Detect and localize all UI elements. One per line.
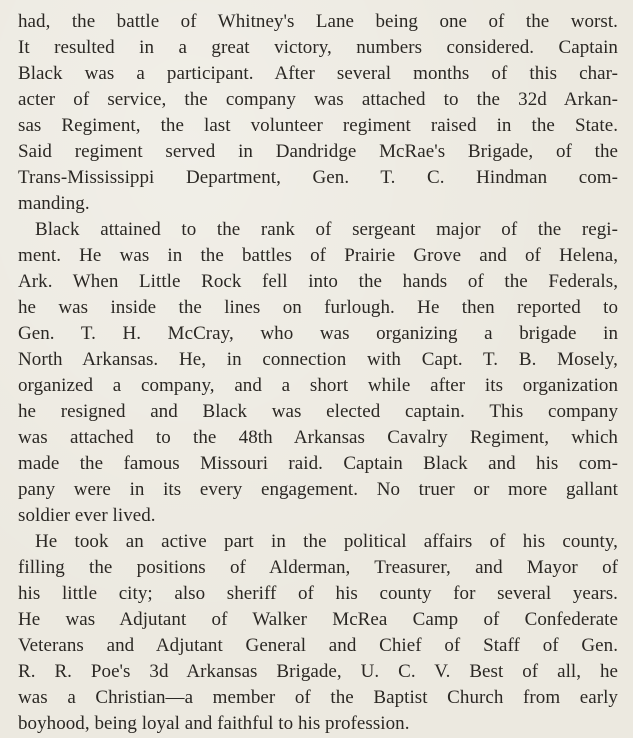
paragraph-3 — [18, 529, 618, 737]
text-line: organized a company, and a short while after its organization — [18, 375, 618, 396]
text-line: made the famous Missouri raid. Captain Black and his com- — [18, 453, 618, 474]
text-line: he resigned and Black was elected captain. This company — [18, 401, 618, 422]
text-line: soldier ever lived. — [18, 505, 156, 526]
text-line: He took an active part in the political affairs of his county, — [35, 531, 618, 552]
text-line: was attached to the 48th Arkansas Cavalry Regiment, which — [18, 427, 618, 448]
text-line: acter of service, the company was attached to the 32d Arkan- — [18, 89, 618, 110]
text-line: Trans-Mississippi Department, Gen. T. C. Hindman com- — [18, 167, 618, 188]
text-line: was a Christian—a member of the Baptist Church from early — [18, 687, 618, 708]
text-line: It resulted in a great victory, numbers considered. Captain — [18, 37, 618, 58]
text-line: manding. — [18, 193, 90, 214]
text-line: Ark. When Little Rock fell into the hands of the Federals, — [18, 271, 618, 292]
text-line: ment. He was in the battles of Prairie Grove and of Helena, — [18, 245, 618, 266]
paragraph-2 — [18, 217, 618, 529]
text-line: he was inside the lines on furlough. He then reported to — [18, 297, 618, 318]
text-line: sas Regiment, the last volunteer regiment raised in the State. — [18, 115, 618, 136]
text-line: Black attained to the rank of sergeant major of the regi- — [35, 219, 618, 240]
text-line: R. R. Poe's 3d Arkansas Brigade, U. C. V. Best of all, he — [18, 661, 618, 682]
paragraph-1 — [18, 9, 618, 217]
text-line: his little city; also sheriff of his county for several years. — [18, 583, 618, 604]
text-line: had, the battle of Whitney's Lane being one of the worst. — [18, 11, 618, 32]
text-line: pany were in its every engagement. No truer or more gallant — [18, 479, 618, 500]
article-body — [18, 9, 618, 737]
text-line: Said regiment served in Dandridge McRae's Brigade, of the — [18, 141, 618, 162]
text-line: Black was a participant. After several months of this char- — [18, 63, 618, 84]
text-line: filling the positions of Alderman, Treasurer, and Mayor of — [18, 557, 618, 578]
text-line: boyhood, being loyal and faithful to his profession. — [18, 713, 410, 734]
text-line: Veterans and Adjutant General and Chief of Staff of Gen. — [18, 635, 618, 656]
text-line: Gen. T. H. McCray, who was organizing a brigade in — [18, 323, 618, 344]
text-line: North Arkansas. He, in connection with Capt. T. B. Mosely, — [18, 349, 618, 370]
text-line: He was Adjutant of Walker McRea Camp of Confederate — [18, 609, 618, 630]
